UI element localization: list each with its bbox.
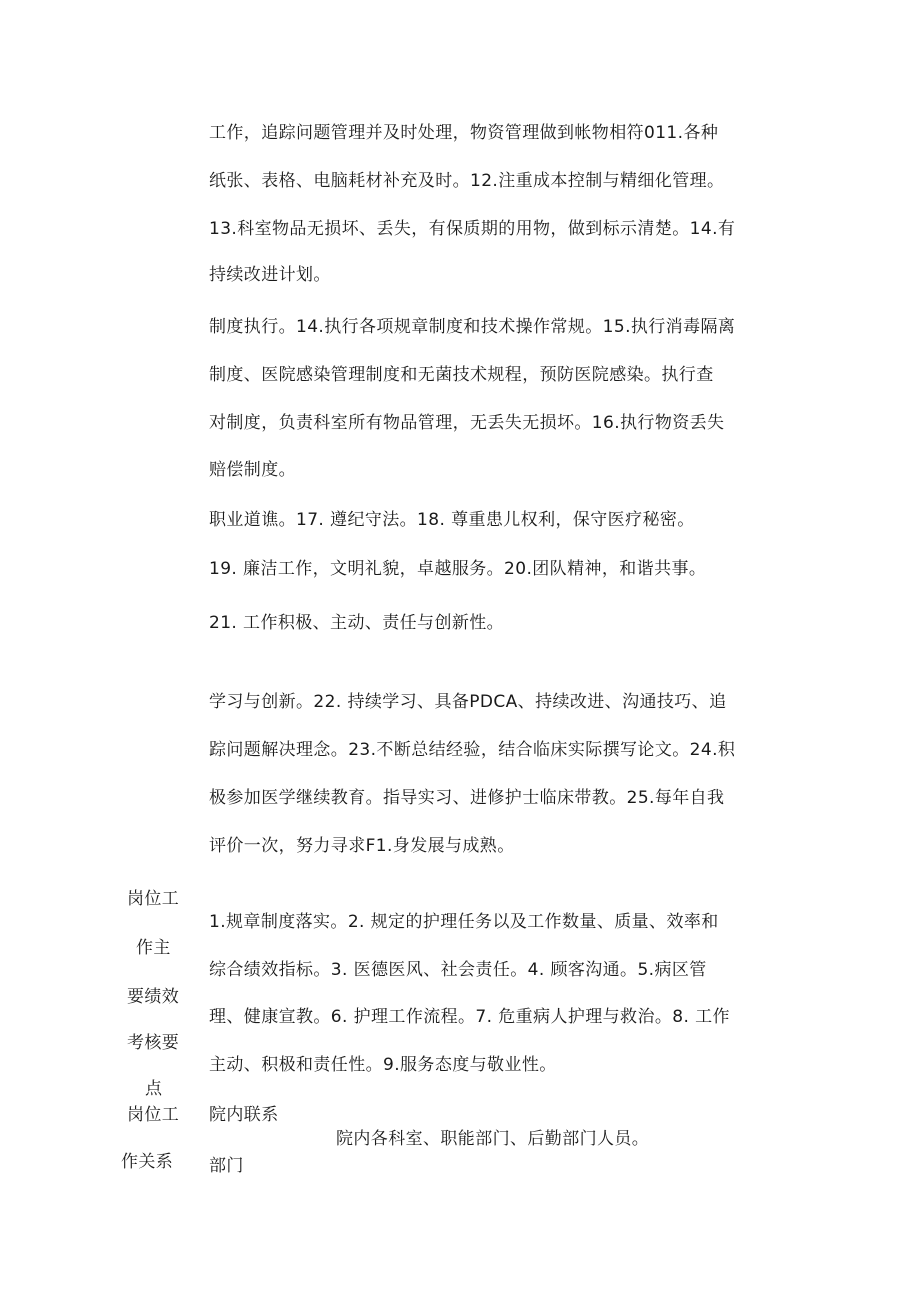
- sub-label: 院内联系: [209, 1105, 279, 1125]
- text-line: 学习与创新。22. 持续学习、具备PDCA、持续改进、沟通技巧、追: [209, 692, 727, 712]
- section-label: 岗位工: [127, 1105, 180, 1125]
- text-line: 13.科室物品无损坏、丢失，有保质期的用物，做到标示清楚。14.有: [209, 219, 736, 239]
- text-line: 制度执行。14.执行各项规章制度和技术操作常规。15.执行消毒隔离: [209, 317, 736, 337]
- section-label: 岗位工: [127, 889, 180, 909]
- text-line: 1.规章制度落实。2. 规定的护理任务以及工作数量、质量、效率和: [209, 912, 719, 932]
- text-line: 极参加医学继续教育。指导实习、进修护士临床带教。25.每年自我: [209, 788, 725, 808]
- text-line: 19. 廉洁工作，文明礼貌，卓越服务。20.团队精神，和谐共事。: [209, 559, 707, 579]
- text-line: 职业道谯。17. 遵纪守法。18. 尊重患儿权利，保守医疗秘密。: [209, 510, 695, 530]
- text-line: 赔偿制度。: [209, 460, 296, 480]
- section-label: 作关系: [121, 1152, 174, 1172]
- text-line: 制度、医院感染管理制度和无菌技术规程，预防医院感染。执行查: [209, 365, 714, 385]
- section-label: 考核要: [127, 1033, 180, 1053]
- text-line: 对制度，负责科室所有物品管理，无丢失无损坏。16.执行物资丢失: [209, 413, 725, 433]
- relations-value: 院内各科室、职能部门、后勤部门人员。: [336, 1129, 650, 1149]
- sub-label: 部门: [209, 1156, 244, 1176]
- section-label: 要绩效: [127, 987, 180, 1007]
- text-line: 纸张、表格、电脑耗材补充及时。12.注重成本控制与精细化管理。: [209, 171, 725, 191]
- text-line: 踪问题解决理念。23.不断总结经验，结合临床实际撰写论文。24.积: [209, 740, 736, 760]
- section-label: 作主: [136, 938, 171, 958]
- text-line: 工作，追踪问题管理并及时处理，物资管理做到帐物相符011.各种: [209, 123, 719, 143]
- text-line: 理、健康宣教。6. 护理工作流程。7. 危重病人护理与救治。8. 工作: [209, 1007, 730, 1027]
- text-line: 21. 工作积极、主动、责任与创新性。: [209, 613, 505, 633]
- section-label: 点: [145, 1079, 163, 1099]
- text-line: 综合绩效指标。3. 医德医风、社会责任。4. 顾客沟通。5.病区管: [209, 960, 707, 980]
- text-line: 评价一次，努力寻求F1.身发展与成熟。: [209, 836, 515, 856]
- text-line: 持续改进计划。: [209, 265, 331, 285]
- text-line: 主动、积极和责任性。9.服务态度与敬业性。: [209, 1055, 557, 1075]
